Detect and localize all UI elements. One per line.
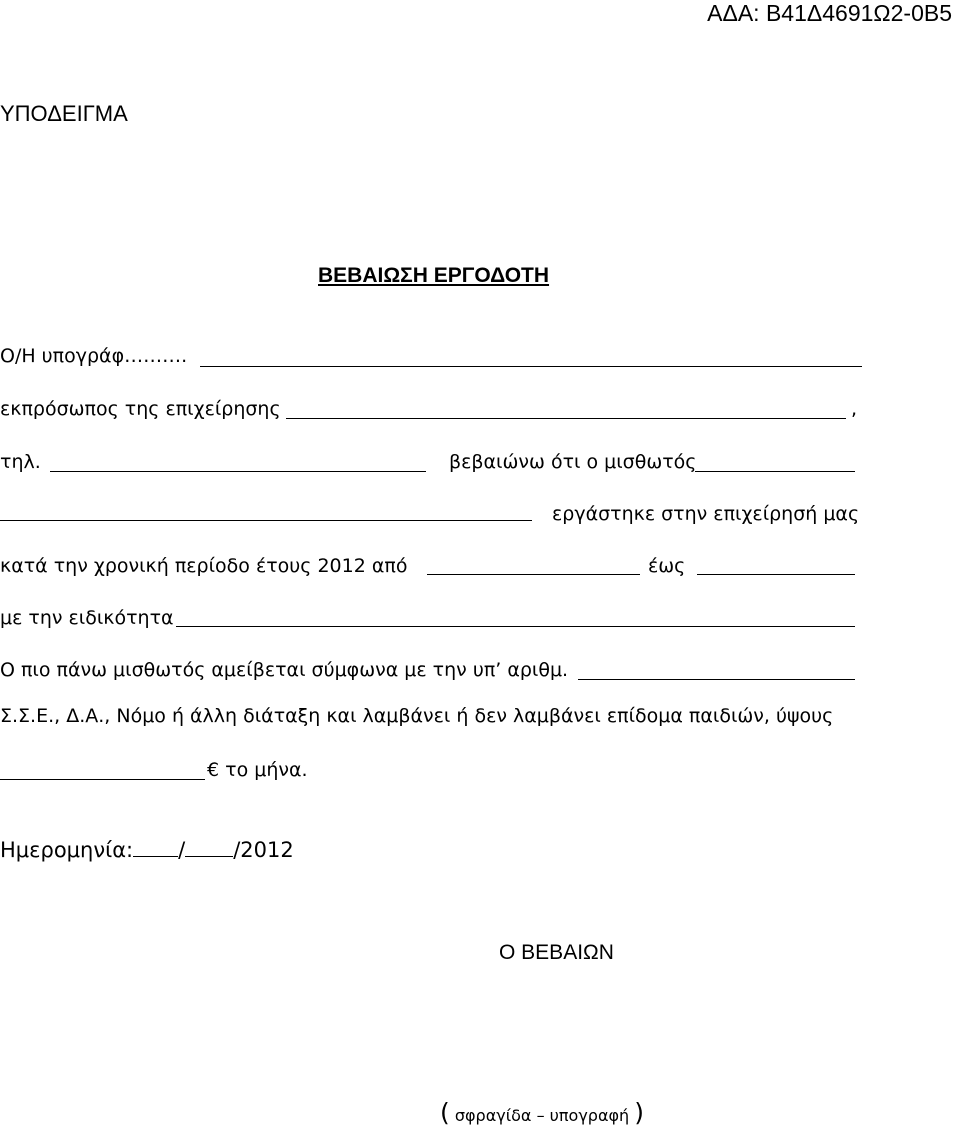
sample-label: ΥΠΟΔΕΙΓΜΑ (0, 101, 128, 126)
employee-name-blank-a (695, 471, 855, 472)
stamp-text: σφραγίδα – υπογραφή (454, 1106, 630, 1125)
allowance-label: Σ.Σ.Ε., Δ.Α., Νόμο ή άλλη διάταξη και λαμβάνει ή δεν λαμβάνει επίδομα παιδιών, ύψους (0, 705, 834, 727)
agreement-number-blank (578, 679, 855, 680)
verifier-label: Ο ΒΕΒΑΙΩΝ (499, 941, 614, 964)
tel-blank (50, 471, 426, 472)
stamp-signature-caption (440, 1098, 644, 1127)
date-label: Ημερομηνία: (0, 838, 134, 862)
comma: , (851, 398, 858, 420)
signer-label: Ο/Η υπογράφ………. (0, 345, 188, 367)
worked-label: εργάστηκε στην επιχείρησή μας (552, 503, 860, 525)
month-blank (185, 836, 233, 857)
per-month-label: € το μήνα. (207, 759, 308, 781)
employee-name-blank-b (0, 520, 532, 521)
until-date-blank (697, 574, 855, 575)
representative-label: εκπρόσωπος της επιχείρησης (0, 398, 281, 420)
period-label: κατά την χρονική περίοδο έτους 2012 από (0, 555, 408, 577)
date-separator: / (178, 838, 186, 862)
specialty-label: με την ειδικότητα (0, 607, 174, 629)
stamp-close-paren: ) (634, 1098, 645, 1127)
date-year: /2012 (233, 838, 294, 862)
company-name-blank (286, 418, 846, 419)
document-title: ΒΕΒΑΙΩΣΗ ΕΡΓΟΔΟΤΗ (318, 264, 550, 287)
ada-code: ΑΔΑ: Β41Δ4691Ω2-0Β5 (707, 0, 952, 26)
date-row (0, 836, 294, 862)
day-blank (133, 836, 178, 857)
until-label: έως (648, 555, 686, 577)
agreement-label: Ο πιο πάνω μισθωτός αμείβεται σύμφωνα με την υπ’ αριθμ. (0, 659, 569, 681)
signer-name-blank (200, 366, 862, 367)
tel-label: τηλ. (0, 451, 41, 473)
allowance-amount-blank (0, 779, 205, 780)
from-date-blank (427, 574, 640, 575)
specialty-blank (176, 626, 855, 627)
stamp-open-paren: ( (440, 1098, 450, 1127)
confirm-label: βεβαιώνω ότι ο μισθωτός (449, 451, 697, 473)
